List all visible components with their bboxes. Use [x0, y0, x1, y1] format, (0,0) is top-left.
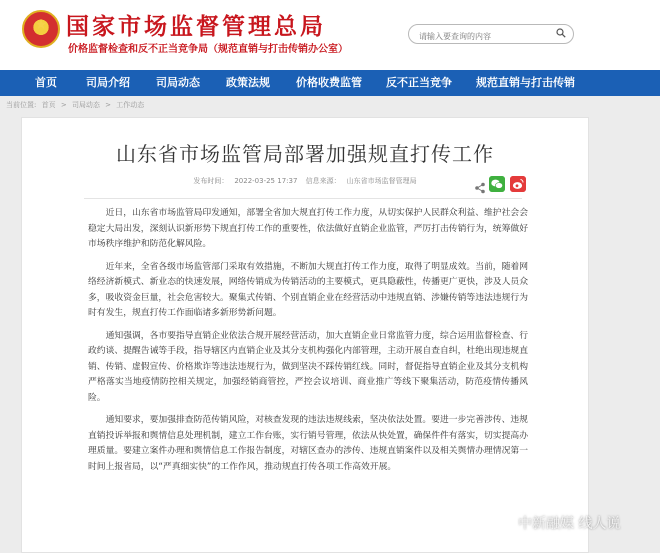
- nav-direct-selling[interactable]: 规范直销与打击传销: [476, 76, 575, 89]
- article-title: 山东省市场监管局部署加强规直打传工作: [116, 142, 494, 166]
- nav-bureau-intro[interactable]: 司局介绍: [86, 76, 130, 89]
- site-header: [0, 0, 660, 70]
- wechat-watermark-icon: [492, 514, 514, 532]
- date-label: 发布时间：: [193, 177, 229, 185]
- breadcrumb-work-news[interactable]: 工作动态: [116, 101, 145, 109]
- nav-home[interactable]: 首页: [35, 76, 57, 89]
- site-title[interactable]: 国家市场监督管理总局: [66, 13, 326, 40]
- star-icon: ★: [34, 17, 48, 33]
- nav-anti-unfair-competition[interactable]: 反不正当竞争: [386, 76, 452, 89]
- breadcrumb-bureau-news[interactable]: 司局动态: [71, 101, 100, 109]
- title-divider: [84, 198, 522, 199]
- article-paragraph: 通知要求，要加强排查防范传销风险，对核查发现的违法违规线索，坚决依法处置。要进一步完善涉传、违规直销投诉举报和舆情信息处理机制，建立工作台账，实行销号管理，依法从快处置，确保件件有落实，切实提高办理质量。要建立案件办理和舆情信息工作报告制度，对辖区查办的涉传、违规直销案件以及相关舆情办理情况第一时间上报省局，以“严真细实快”的工作作风，推动规直打传各项工作高效开展。: [88, 415, 528, 472]
- nav-bureau-news[interactable]: 司局动态: [156, 76, 200, 89]
- breadcrumb-label: 当前位置:: [6, 101, 37, 109]
- publish-date: 2022-03-25 17:37: [234, 177, 298, 185]
- search-input[interactable]: [408, 24, 574, 44]
- breadcrumb-separator: >: [60, 101, 67, 109]
- source-label: 信息来源：: [305, 177, 341, 185]
- weibo-share-icon[interactable]: [510, 176, 526, 192]
- site-subtitle: 价格监督检查和反不正当竞争局（规范直销与打击传销办公室）: [68, 44, 348, 55]
- article-paragraph: 近日，山东省市场监管局印发通知，部署全省加大规直打传工作力度，从切实保护人民群众利益、维护社会会稳定大局出发，深刻认识新形势下规直打传工作的重要性，依法做好直销企业监管，严厉打击传销行为，统筹做好市场秩序维护和防范化解风险。: [88, 208, 528, 249]
- article-body: [88, 206, 528, 482]
- article-panel: [21, 117, 589, 553]
- breadcrumb: [6, 100, 147, 110]
- breadcrumb-separator: >: [105, 101, 112, 109]
- wechat-share-icon[interactable]: [489, 176, 505, 192]
- article-paragraph: 通知强调，各市要指导直销企业依法合规开展经营活动，加大直销企业日常监管力度，综合运用监督检查、行政约谈、提醒告诫等手段，指导辖区内直销企业及其分支机构强化内部管理，主动开展自查自纠，杜绝出现违规直销、传销、虚假宣传、价格欺诈等违法违规行为，做到坚决不踩传销红线。同时，督促指导直销企业及其分支机构严格落实当地疫情防控相关规定，加强经销商管控，严控会议培训、商业推广等线下聚集活动，防范疫情传播风险。: [88, 330, 528, 403]
- main-nav: [0, 70, 660, 96]
- nav-price-supervision[interactable]: 价格收费监管: [296, 76, 362, 89]
- search-icon[interactable]: [556, 28, 566, 38]
- national-emblem-icon[interactable]: [22, 10, 60, 48]
- article-paragraph: 近年来，全省各级市场监管部门采取有效措施，不断加大规直打传工作力度，取得了明显成效。当前，随着网络经济新模式、新业态的快速发展，网络传销成为传销活动的主要模式，更具隐蔽性，传播更广更快，涉及人员众多，吸收资金巨量，社会危害较大。聚集式传销、个别直销企业在经营活动中违规直销、涉嫌传销等违法违规行为时有发生，规直打传工作面临诸多新形势新问题。: [88, 261, 528, 318]
- nav-policies[interactable]: 政策法规: [226, 76, 270, 89]
- breadcrumb-home[interactable]: 首页: [41, 101, 56, 109]
- info-source: 山东省市场监督管理局: [346, 177, 417, 185]
- watermark-text: 中新融媒 线人说: [518, 516, 621, 532]
- share-icon[interactable]: [474, 182, 486, 194]
